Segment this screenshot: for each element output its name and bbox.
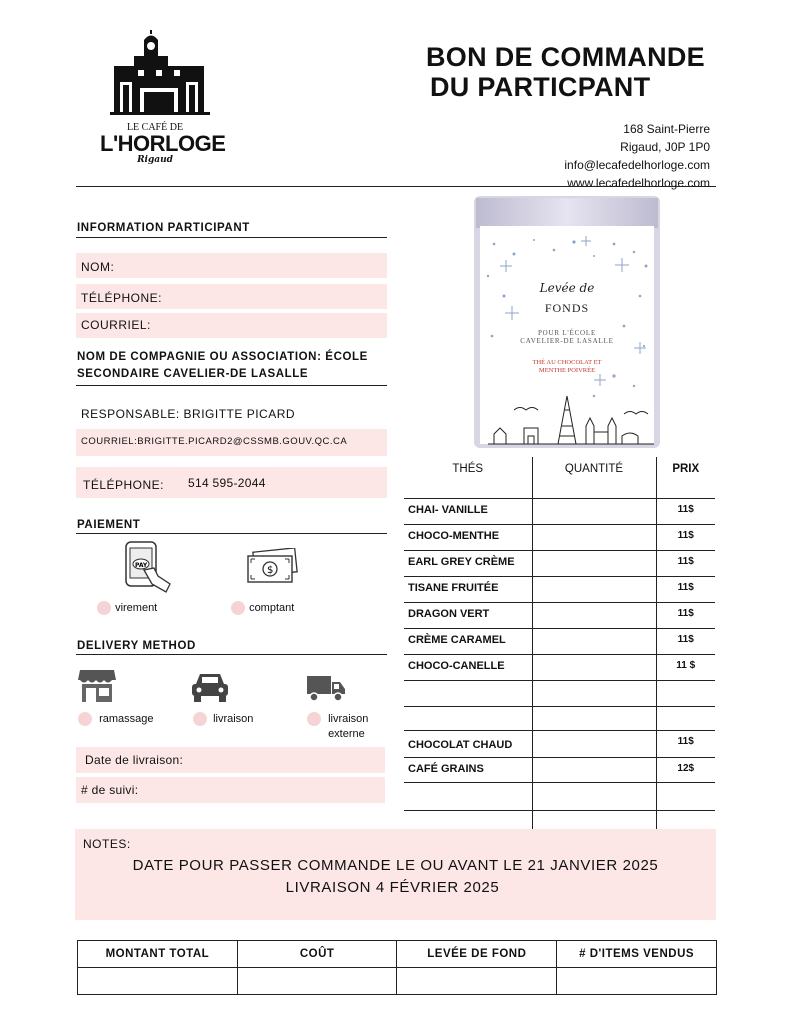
tea-qty[interactable] xyxy=(532,577,656,603)
table-row xyxy=(404,499,715,525)
tea-price[interactable] xyxy=(656,783,715,811)
courriel-resp-text: COURRIEL:BRIGITTE.PICARD2@CSSMB.GOUV.QC.CA xyxy=(81,436,348,447)
totals-value-row xyxy=(78,968,717,995)
product-subtitle-1: POUR L'ÉCOLE xyxy=(537,329,597,337)
tea-price[interactable] xyxy=(656,707,715,731)
tracking-label: # de suivi: xyxy=(81,783,139,797)
tea-price: 11$ xyxy=(656,577,715,603)
company-rule xyxy=(76,385,387,386)
page-title-line1: BON DE COMMANDE xyxy=(426,42,705,72)
clock-tower-icon xyxy=(100,30,220,115)
table-row xyxy=(404,629,715,655)
tea-table-header-row xyxy=(404,457,715,499)
tea-qty[interactable] xyxy=(532,603,656,629)
livraison-radio[interactable] xyxy=(193,712,207,726)
tea-name[interactable] xyxy=(404,783,532,811)
externe-radio[interactable] xyxy=(307,712,321,726)
car-icon xyxy=(190,670,230,709)
totals-header-levee: LEVÉE DE FOND xyxy=(397,941,557,968)
tea-price[interactable] xyxy=(656,681,715,707)
courriel-label: COURRIEL: xyxy=(81,318,151,332)
logo-line3: Rigaud xyxy=(137,155,173,165)
tea-price: 11$ xyxy=(656,603,715,629)
notes-line2: LIVRAISON 4 FÉVRIER 2025 xyxy=(285,879,500,896)
responsable-text: RESPONSABLE: BRIGITTE PICARD xyxy=(81,407,296,421)
product-flavor-2: MENTHE POIVRÉE xyxy=(538,367,596,374)
table-row xyxy=(404,783,715,811)
tea-price: 12$ xyxy=(656,758,715,783)
tea-price: 11$ xyxy=(656,499,715,525)
tea-name: CHAI- VANILLE xyxy=(404,499,532,525)
telephone-label: TÉLÉPHONE: xyxy=(81,291,163,305)
address-street: 168 Saint-Pierre xyxy=(623,122,710,136)
tea-name: CHOCO-MENTHE xyxy=(404,525,532,551)
totals-table xyxy=(77,940,717,995)
comptant-radio[interactable] xyxy=(231,601,245,615)
delivery-option-ramassage[interactable] xyxy=(78,712,153,726)
totals-header-cout: COÛT xyxy=(237,941,397,968)
notes-label: NOTES: xyxy=(83,837,131,851)
delivery-section-title: DELIVERY METHOD xyxy=(77,640,196,652)
tea-price: 11$ xyxy=(656,525,715,551)
table-row xyxy=(404,758,715,783)
tea-price: 11$ xyxy=(656,551,715,577)
totals-header-row xyxy=(78,941,717,968)
tea-name: EARL GREY CRÈME xyxy=(404,551,532,577)
table-row xyxy=(404,551,715,577)
payment-section-title: PAIEMENT xyxy=(77,519,141,531)
totals-header-items: # D'ITEMS VENDUS xyxy=(557,941,717,968)
product-script-title: Levée de xyxy=(539,281,595,295)
externe-label: livraison externe xyxy=(328,713,369,740)
logo-line2: L'HORLOGE xyxy=(100,131,226,156)
delivery-date-field[interactable] xyxy=(76,747,385,773)
tea-price: 11 $ xyxy=(656,655,715,681)
tea-header-quantite: QUANTITÉ xyxy=(532,457,656,499)
tea-header-prix: PRIX xyxy=(656,457,715,499)
tea-qty[interactable] xyxy=(532,655,656,681)
tea-name[interactable] xyxy=(404,681,532,707)
virement-label: virement xyxy=(115,601,158,614)
tea-header-thes: THÉS xyxy=(404,457,532,499)
virement-radio[interactable] xyxy=(97,601,111,615)
tea-name: CAFÉ GRAINS xyxy=(404,758,532,783)
participant-section-title: INFORMATION PARTICIPANT xyxy=(77,222,250,234)
tea-name: CHOCOLAT CHAUD xyxy=(404,731,532,758)
store-icon xyxy=(78,668,116,709)
nom-field[interactable] xyxy=(76,253,387,278)
table-row xyxy=(404,681,715,707)
table-row xyxy=(404,525,715,551)
tea-qty[interactable] xyxy=(532,681,656,707)
telephone-resp-label: TÉLÉPHONE: xyxy=(83,478,165,492)
company-title: NOM DE COMPAGNIE OU ASSOCIATION: ÉCOLE SECONDAIRE CAVELIER-DE LASALLE xyxy=(77,351,368,380)
truck-icon xyxy=(306,674,346,709)
participant-rule xyxy=(76,237,387,238)
table-row xyxy=(404,707,715,731)
totals-cout-input[interactable] xyxy=(237,968,397,995)
tea-name: DRAGON VERT xyxy=(404,603,532,629)
telephone-resp-value: 514 595-2044 xyxy=(188,476,266,490)
svg-text:$: $ xyxy=(267,565,274,576)
comptant-label: comptant xyxy=(249,601,295,614)
address-email: info@lecafedelhorloge.com xyxy=(564,158,710,172)
table-row xyxy=(404,603,715,629)
tracking-field[interactable] xyxy=(76,777,385,803)
delivery-date-label: Date de livraison: xyxy=(85,753,184,767)
totals-items-input[interactable] xyxy=(557,968,717,995)
product-subtitle-2: CAVELIER-DE LASALLE xyxy=(520,337,614,345)
totals-levee-input[interactable] xyxy=(397,968,557,995)
ramassage-label: ramassage xyxy=(99,712,154,725)
delivery-option-livraison[interactable] xyxy=(193,712,253,726)
tea-price: 11$ xyxy=(656,731,715,758)
totals-montant-input[interactable] xyxy=(78,968,238,995)
tea-name: TISANE FRUITÉE xyxy=(404,577,532,603)
tea-name[interactable] xyxy=(404,707,532,731)
address-city: Rigaud, J0P 1P0 xyxy=(620,140,710,154)
delivery-rule xyxy=(76,654,387,655)
address-website: www.lecafedelhorloge.com xyxy=(567,176,710,190)
tea-qty[interactable] xyxy=(532,499,656,525)
header-divider xyxy=(76,186,716,187)
product-image xyxy=(474,196,660,448)
courriel-resp-field xyxy=(76,429,387,456)
page-title-line2: DU PARTICPANT xyxy=(430,72,651,102)
cafe-logo xyxy=(100,30,226,170)
svg-text:PAY: PAY xyxy=(135,562,148,569)
telephone-field[interactable] xyxy=(76,284,387,309)
tea-qty[interactable] xyxy=(532,731,656,758)
tea-order-table xyxy=(404,457,715,835)
tea-qty[interactable] xyxy=(532,707,656,731)
totals-header-montant: MONTANT TOTAL xyxy=(78,941,238,968)
tea-name: CRÈME CARAMEL xyxy=(404,629,532,655)
notes-line1: DATE POUR PASSER COMMANDE LE OU AVANT LE 21 JANVIER 2025 xyxy=(132,857,659,874)
tea-qty[interactable] xyxy=(532,525,656,551)
delivery-option-externe[interactable] xyxy=(307,712,378,742)
table-row xyxy=(404,655,715,681)
payment-option-comptant[interactable] xyxy=(231,601,294,615)
payment-option-virement[interactable] xyxy=(97,601,157,615)
table-row xyxy=(404,577,715,603)
tea-qty[interactable] xyxy=(532,551,656,577)
notes-box[interactable] xyxy=(75,829,716,920)
product-title: FONDS xyxy=(544,301,590,315)
tea-price: 11$ xyxy=(656,629,715,655)
logo-line1: LE CAFÉ DE xyxy=(126,122,184,133)
tea-qty[interactable] xyxy=(532,629,656,655)
tea-qty[interactable] xyxy=(532,758,656,783)
address-block xyxy=(450,120,710,192)
courriel-field[interactable] xyxy=(76,313,387,338)
table-row xyxy=(404,731,715,758)
payment-rule xyxy=(76,533,387,534)
telephone-resp-field xyxy=(76,467,387,498)
livraison-label: livraison xyxy=(213,712,254,725)
cash-icon xyxy=(246,548,298,589)
ramassage-radio[interactable] xyxy=(78,712,92,726)
tea-name: CHOCO-CANELLE xyxy=(404,655,532,681)
nom-label: NOM: xyxy=(81,260,115,274)
tea-qty[interactable] xyxy=(532,783,656,811)
phone-pay-icon xyxy=(122,540,174,599)
product-flavor-1: THÉ AU CHOCOLAT ET xyxy=(532,359,602,366)
